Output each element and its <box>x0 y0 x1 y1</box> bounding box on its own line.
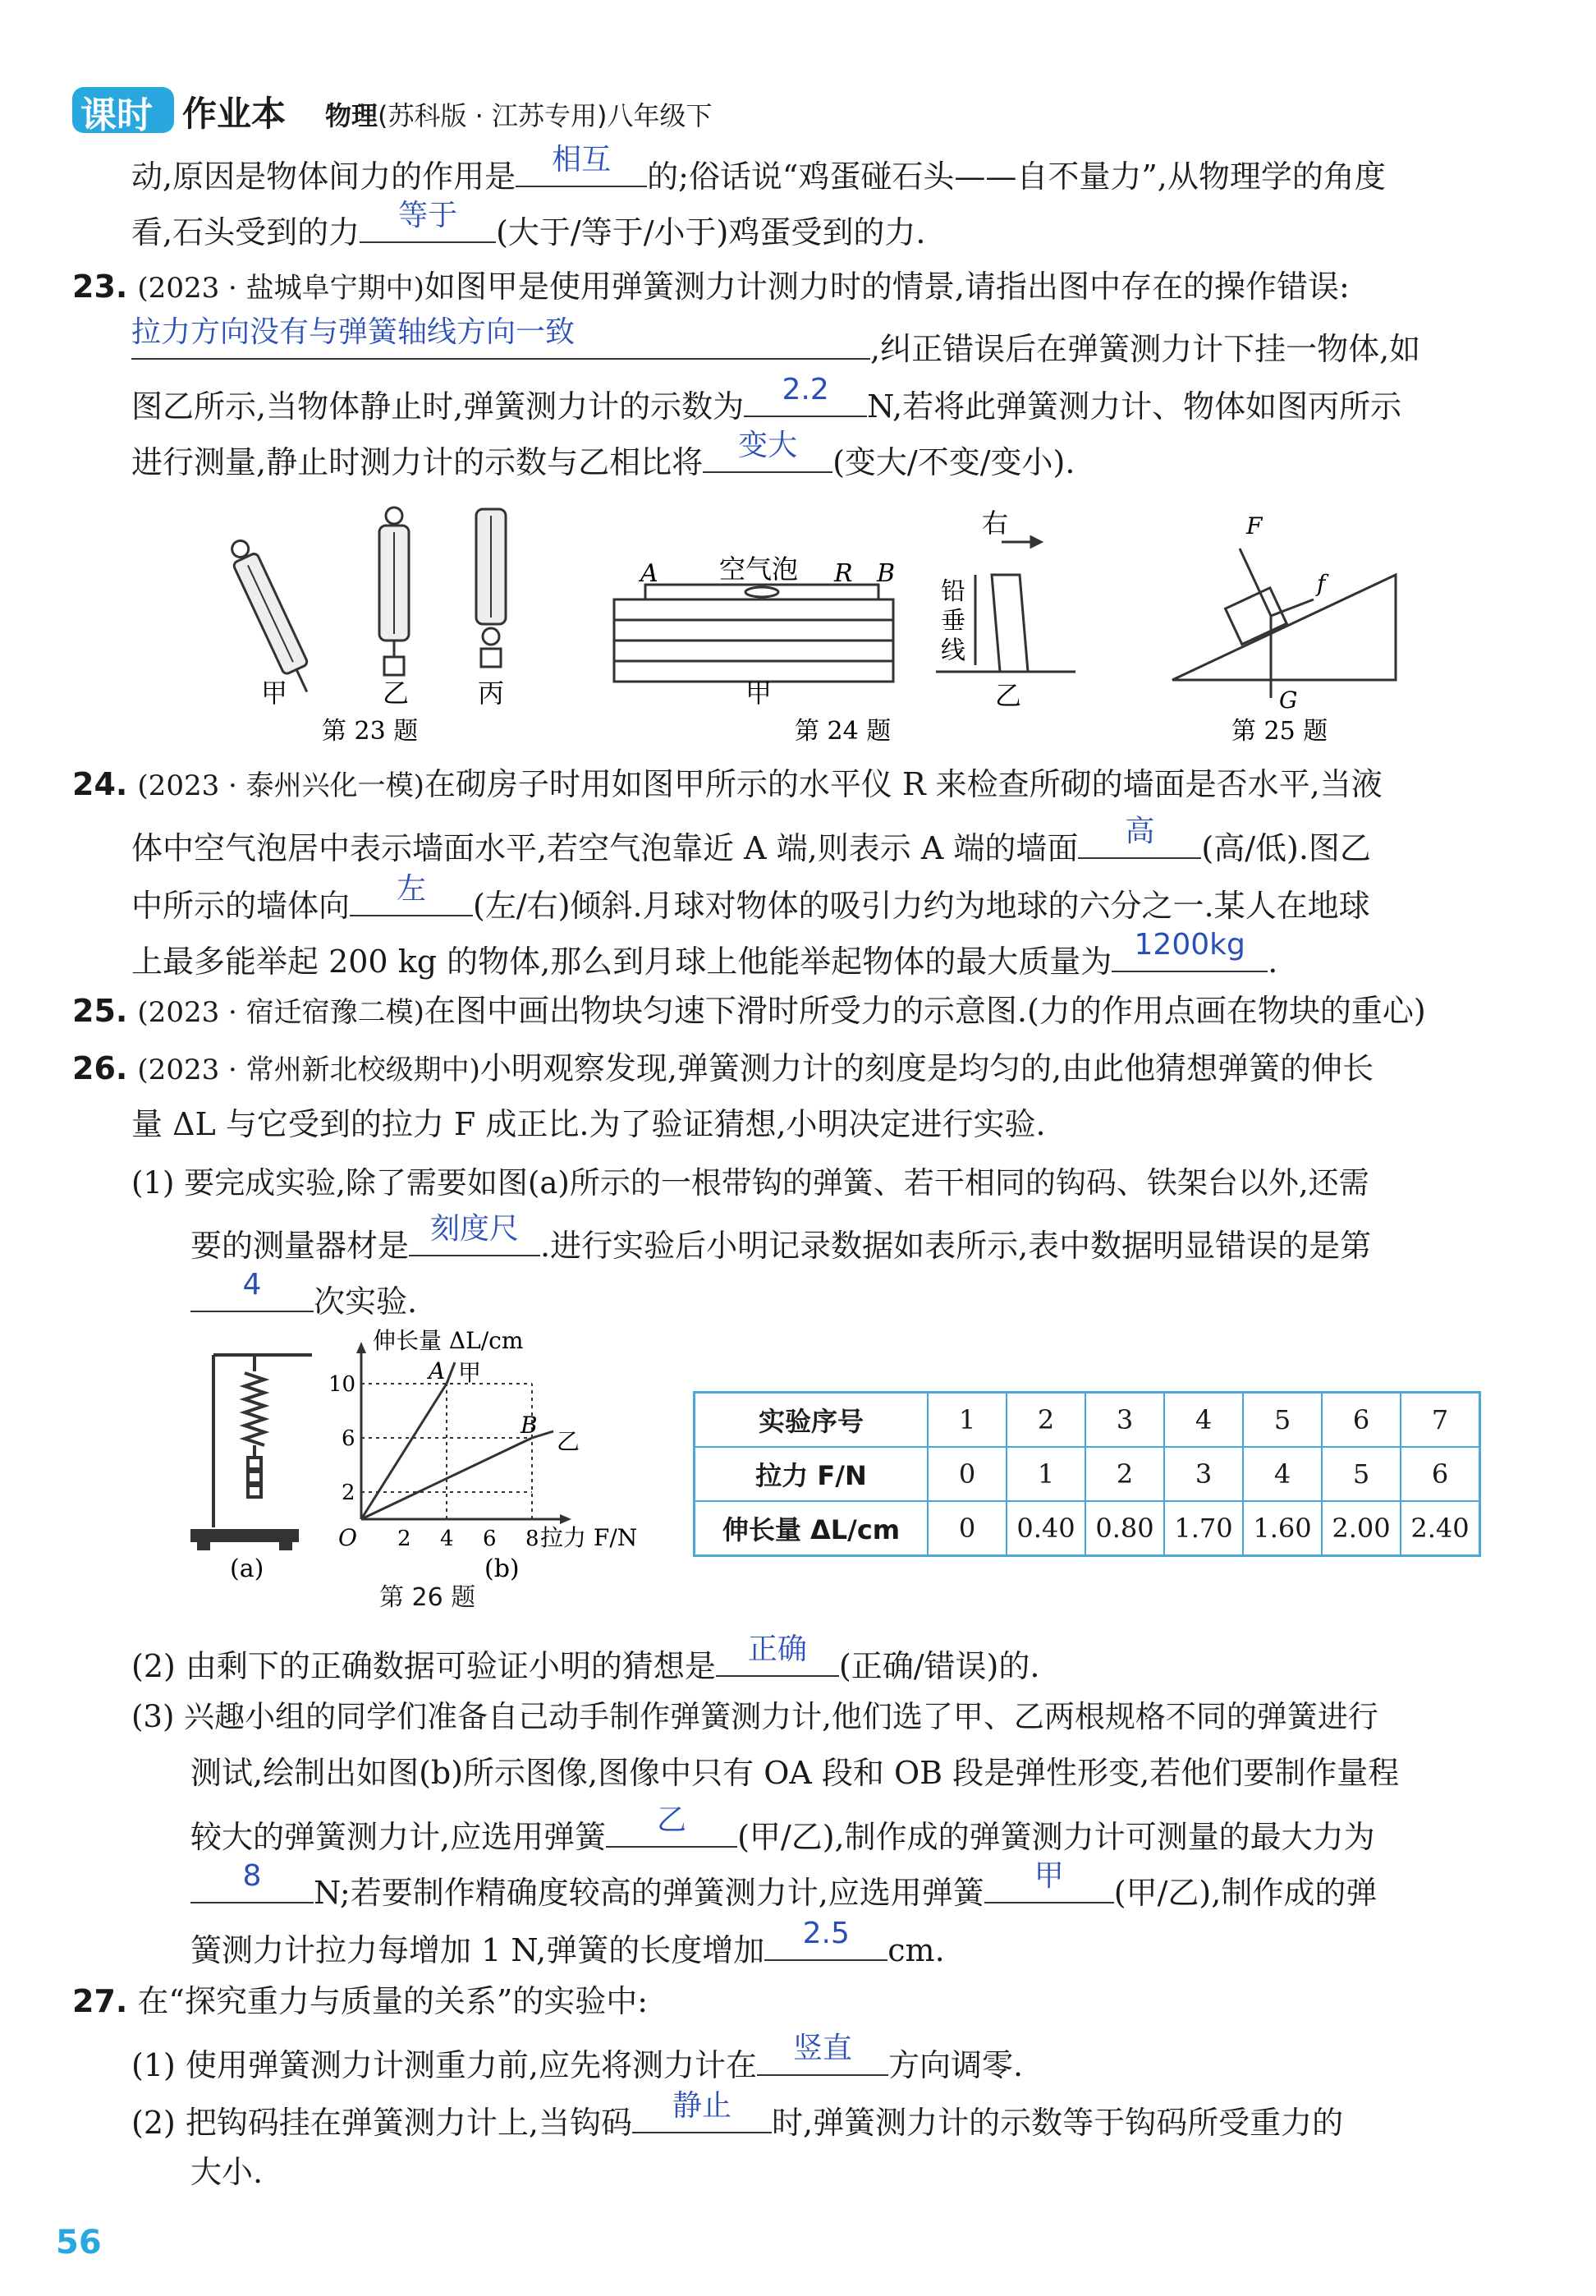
figures-23-25 <box>0 493 1596 755</box>
answer-blank: 2.5 <box>764 1923 887 1961</box>
y-tick-label: 2 <box>342 1481 355 1505</box>
q24-line-2: 体中空气泡居中表示墙面水平,若空气泡靠近 A 端,则表示 A 端的墙面 高 (高/低).图乙 <box>131 815 1371 866</box>
answer-blank: 竖直 <box>757 2038 888 2076</box>
q27-line-1: 27. 在“探究重力与质量的关系”的实验中: <box>72 1983 649 2019</box>
q23-line-2: 拉力方向没有与弹簧轴线方向一致 ,纠正错误后在弹簧测力计下挂一物体,如 <box>131 315 1421 367</box>
table-row-header: 拉力 F/N <box>695 1447 929 1501</box>
q26-p1-line-1: (1) 要完成实验,除了需要如图(a)所示的一根带钩的弹簧、若干相同的钩码、铁架台以外,还需 <box>131 1165 1369 1201</box>
q25-line-1: 25. (2023 · 宿迁宿豫二模)在图中画出物块匀速下滑时所受力的示意图.(力的作用点画在物块的重心) <box>72 993 1426 1029</box>
x-axis-label: 拉力 F/N <box>540 1524 638 1551</box>
fig24-label-plumb-3: 线 <box>941 636 965 665</box>
q26-line-2: 量 ΔL 与它受到的拉力 F 成正比.为了验证猜想,小明决定进行实验. <box>131 1106 1046 1142</box>
fig23-label-yi: 乙 <box>383 677 410 709</box>
fig26a-stand <box>181 1339 328 1585</box>
answer-blank: 8 <box>190 1866 314 1903</box>
answer-blank: 静止 <box>632 2096 772 2133</box>
table-cell: 2.40 <box>1401 1501 1480 1556</box>
y-tick-label: 10 <box>328 1372 356 1397</box>
table-cell: 0.80 <box>1085 1501 1164 1556</box>
fig24-label-plumb-1: 铅 <box>941 577 965 606</box>
fig24-label-B: B <box>877 559 896 588</box>
y-tick-label: 6 <box>342 1426 355 1451</box>
fig24-label-A: A <box>640 559 658 588</box>
q26-p2: (2) 由剩下的正确数据可验证小明的猜想是 正确 (正确/错误)的. <box>131 1632 1040 1684</box>
fig25-caption: 第 25 题 <box>1231 717 1328 746</box>
data-table <box>693 1391 1481 1557</box>
answer-blank: 拉力方向没有与弹簧轴线方向一致 <box>131 322 870 360</box>
table-row-header: 实验序号 <box>695 1393 929 1448</box>
x-axis-arrow <box>560 1514 571 1524</box>
page-number: 56 <box>56 2224 102 2262</box>
y-axis-arrow <box>356 1342 366 1353</box>
intro-line-2: 看,石头受到的力 等于 (大于/等于/小于)鸡蛋受到的力. <box>131 199 926 250</box>
q26-p3-line-4: 8 N;若要制作精确度较高的弹簧测力计,应选用弹簧 甲 (甲/乙),制作成的弹 <box>190 1866 1377 1913</box>
table-cell: 6 <box>1322 1393 1401 1448</box>
q26-p3-line-2: 测试,绘制出如图(b)所示图像,图像中只有 OA 段和 OB 段是弹性形变,若他们要制作量程 <box>190 1755 1400 1791</box>
table-cell: 0.40 <box>1007 1501 1085 1556</box>
point-label: A <box>429 1357 446 1384</box>
q24-line-1: 24. (2023 · 泰州兴化一模)在砌房子时用如图甲所示的水平仪 R 来检查所砌的墙面是否水平,当液 <box>72 766 1383 802</box>
table-cell: 3 <box>1085 1393 1164 1448</box>
fig26-caption: 第 26 题 <box>379 1583 476 1612</box>
fig24-label-plumb-2: 垂 <box>941 607 965 636</box>
table-cell: 1.60 <box>1243 1501 1322 1556</box>
table-cell: 0 <box>928 1447 1007 1501</box>
fig26b-label: (b) <box>484 1554 520 1583</box>
fig24-label-R: R <box>834 559 853 588</box>
table-row <box>695 1447 1480 1501</box>
fig25-label-G: G <box>1279 687 1298 714</box>
fig25-label-f: f <box>1317 570 1326 597</box>
answer-blank: 1200kg <box>1112 934 1268 972</box>
table-row <box>695 1501 1480 1556</box>
fig24-label-bubble: 空气泡 <box>719 553 799 585</box>
subject: 物理 <box>325 100 378 131</box>
spring-scale-yi <box>379 507 409 675</box>
fig24-label-jia: 甲 <box>745 677 773 709</box>
intro-line-1: 动,原因是物体间力的作用是 相互 的;俗话说“鸡蛋碰石头——自不量力”,从物理学的角度 <box>131 143 1386 195</box>
q26-p3-line-3: 较大的弹簧测力计,应选用弹簧 乙 (甲/乙),制作成的弹簧测力计可测量的最大力为 <box>190 1803 1375 1855</box>
table-row <box>695 1393 1480 1448</box>
fig23-label-bing: 丙 <box>478 677 505 709</box>
answer-blank: 高 <box>1078 821 1201 859</box>
fig23-caption: 第 23 题 <box>322 717 419 746</box>
answer-blank: 等于 <box>360 205 496 243</box>
table-cell: 5 <box>1243 1393 1322 1448</box>
q26-p3-line-5: 簧测力计拉力每增加 1 N,弹簧的长度增加 2.5 cm. <box>190 1917 945 1968</box>
y-axis-label: 伸长量 ΔL/cm <box>373 1327 524 1354</box>
fig26b-chart <box>328 1322 690 1593</box>
edition: (苏科版 · 江苏专用)八年级下 <box>378 100 713 131</box>
q27-p2-line-2: 大小. <box>190 2154 264 2190</box>
fig26a-label: (a) <box>230 1554 264 1583</box>
answer-blank: 2.2 <box>744 379 867 417</box>
answer-blank: 乙 <box>606 1810 737 1848</box>
x-tick-label: 4 <box>440 1527 454 1551</box>
fig23-label-jia: 甲 <box>261 677 288 709</box>
table-cell: 7 <box>1401 1393 1480 1448</box>
brand-suffix: 作业本 <box>182 94 287 134</box>
spring-scale-bing <box>476 509 506 667</box>
table-cell: 3 <box>1164 1447 1243 1501</box>
series-name: 甲 <box>458 1359 482 1386</box>
q24-line-4: 上最多能举起 200 kg 的物体,那么到月球上他能举起物体的最大质量为 1200kg . <box>131 928 1278 980</box>
q27-p1: (1) 使用弹簧测力计测重力前,应先将测力计在 竖直 方向调零. <box>131 2032 1024 2083</box>
answer-blank: 正确 <box>716 1639 839 1677</box>
q23-line-3: 图乙所示,当物体静止时,弹簧测力计的示数为 2.2 N,若将此弹簧测力计、物体如图丙所示 <box>131 373 1402 425</box>
fig24-label-yi: 乙 <box>995 680 1022 711</box>
q26-p1-line-2: 要的测量器材是 刻度尺 .进行实验后小明记录数据如表所示,表中数据明显错误的是第 <box>190 1212 1372 1264</box>
table-cell: 6 <box>1401 1447 1480 1501</box>
origin-label: O <box>338 1524 357 1551</box>
q26-p1-line-3: 4 次实验. <box>190 1274 417 1322</box>
q26-line-1: 26. (2023 · 常州新北校级期中)小明观察发现,弹簧测力计的刻度是均匀的,由此他猜想弹簧的伸长 <box>72 1050 1374 1086</box>
table-cell: 2.00 <box>1322 1501 1401 1556</box>
header <box>72 84 811 136</box>
q24-line-3: 中所示的墙体向 左 (左/右)倾斜.月球对物体的吸引力约为地球的六分之一.某人在地球 <box>131 872 1370 924</box>
table-cell: 1 <box>928 1393 1007 1448</box>
x-tick-label: 6 <box>483 1527 497 1551</box>
table-cell: 5 <box>1322 1447 1401 1501</box>
answer-blank: 变大 <box>703 435 832 473</box>
answer-blank: 甲 <box>984 1866 1114 1903</box>
fig24-caption: 第 24 题 <box>795 717 892 746</box>
x-tick-label: 8 <box>525 1527 539 1551</box>
answer-blank: 左 <box>350 879 473 916</box>
table-cell: 0 <box>928 1501 1007 1556</box>
table-row-header: 伸长量 ΔL/cm <box>695 1501 929 1556</box>
fig24-label-right: 右 <box>982 507 1009 539</box>
q26-p3-line-1: (3) 兴趣小组的同学们准备自己动手制作弹簧测力计,他们选了甲、乙两根规格不同的弹簧进行 <box>131 1699 1378 1734</box>
q23-line-4: 进行测量,静止时测力计的示数与乙相比将 变大 (变大/不变/变小). <box>131 429 1075 480</box>
brand-text: 课时 <box>80 94 153 136</box>
table-cell: 2 <box>1007 1393 1085 1448</box>
x-tick-label: 2 <box>397 1527 411 1551</box>
table-cell: 1 <box>1007 1447 1085 1501</box>
incline <box>1172 549 1396 698</box>
table-cell: 4 <box>1164 1393 1243 1448</box>
q23-line-1: 23. (2023 · 盐城阜宁期中)如图甲是使用弹簧测力计测力时的情景,请指出图中存在的操作错误: <box>72 269 1350 305</box>
table-cell: 2 <box>1085 1447 1164 1501</box>
series-extension <box>447 1362 455 1384</box>
answer-blank: 4 <box>190 1274 314 1312</box>
fig25-label-F: F <box>1246 512 1263 540</box>
table-cell: 1.70 <box>1164 1501 1243 1556</box>
spring-scale-jia <box>225 536 319 698</box>
series-name: 乙 <box>557 1428 580 1455</box>
answer-blank: 相互 <box>516 149 647 187</box>
q27-p2: (2) 把钩码挂在弹簧测力计上,当钩码 静止 时,弹簧测力计的示数等于钩码所受重力的 <box>131 2089 1344 2141</box>
point-label: B <box>521 1412 538 1439</box>
answer-blank: 刻度尺 <box>409 1219 540 1256</box>
table-cell: 4 <box>1243 1447 1322 1501</box>
brick-wall <box>614 585 893 682</box>
